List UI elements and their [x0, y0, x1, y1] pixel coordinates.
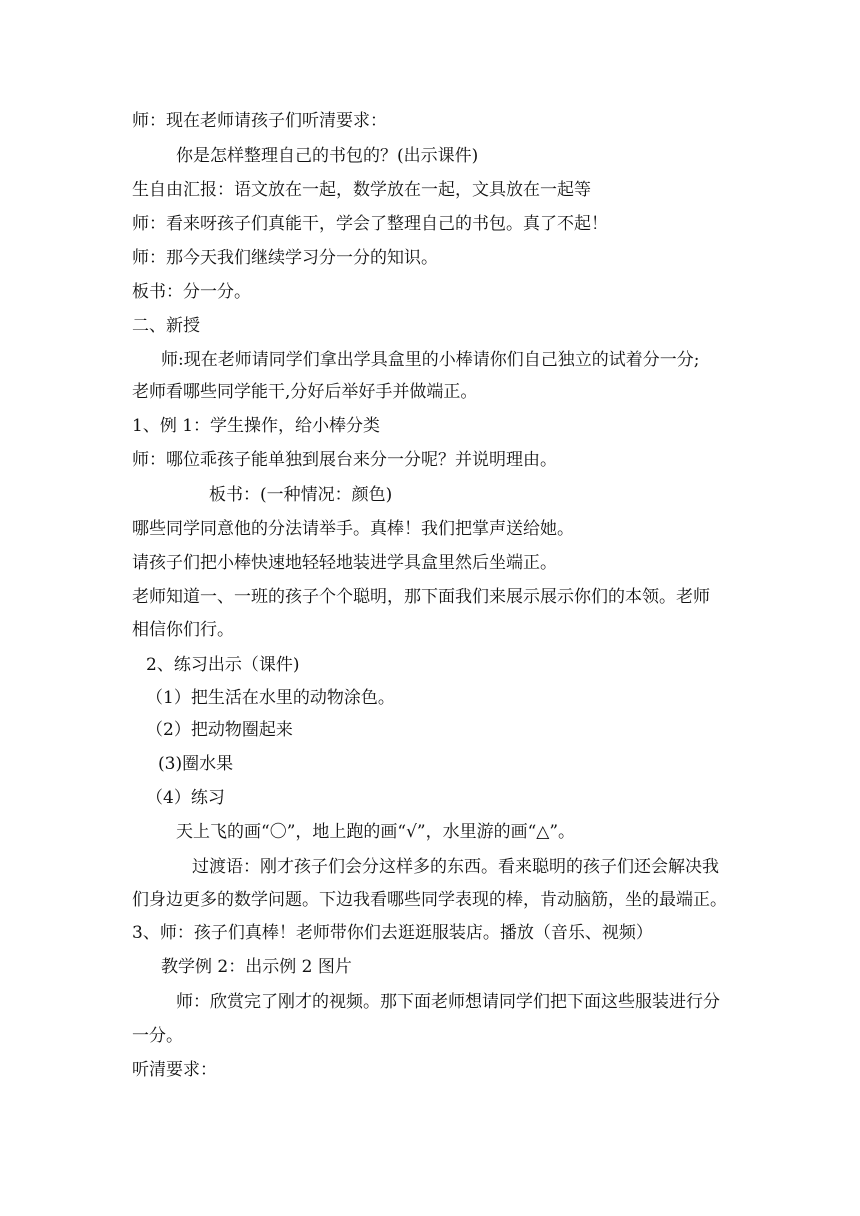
text-line: (3)圈水果: [158, 754, 234, 774]
text-line: 哪些同学同意他的分法请举手。真棒！我们把掌声送给她。: [132, 519, 574, 539]
text-line: 你是怎样整理自己的书包的？(出示课件): [176, 146, 479, 166]
text-line: 1、例 1：学生操作，给小棒分类: [132, 416, 381, 436]
text-line: 老师知道一、一班的孩子个个聪明，那下面我们来展示展示你们的本领。老师: [132, 587, 710, 607]
text-line: 相信你们行。: [132, 620, 234, 640]
text-line: 师：欣赏完了刚才的视频。那下面老师想请同学们把下面这些服装进行分: [176, 992, 720, 1012]
text-line: （2）把动物圈起来: [146, 720, 293, 740]
text-line: 教学例 2：出示例 2 图片: [161, 957, 352, 977]
text-line: 过渡语：刚才孩子们会分这样多的东西。看来聪明的孩子们还会解决我: [192, 857, 719, 877]
text-line: 师：哪位乖孩子能单独到展台来分一分呢？并说明理由。: [132, 450, 557, 470]
text-line: 2、练习出示（课件): [146, 655, 300, 675]
text-line: 师：那今天我们继续学习分一分的知识。: [132, 248, 438, 268]
text-line: 3、师：孩子们真棒！老师带你们去逛逛服装店。播放（音乐、视频）: [132, 923, 653, 943]
text-line: 们身边更多的数学问题。下边我看哪些同学表现的棒，肯动脑筋，坐的最端正。: [132, 890, 727, 910]
text-line: 天上飞的画“〇”，地上跑的画“√”，水里游的画“△”。: [176, 822, 576, 842]
text-line: 板书：(一种情况：颜色): [209, 485, 393, 505]
text-line: 师：现在老师请孩子们听清要求：: [132, 111, 387, 131]
text-line: 板书：分一分。: [132, 282, 251, 302]
text-line: 请孩子们把小棒快速地轻轻地装进学具盒里然后坐端正。: [132, 553, 557, 573]
text-line: （1）把生活在水里的动物涂色。: [146, 688, 395, 708]
text-line: 师：看来呀孩子们真能干，学会了整理自己的书包。真了不起！: [132, 214, 608, 234]
text-line: 一分。: [132, 1026, 183, 1046]
text-line: 生自由汇报：语文放在一起，数学放在一起，文具放在一起等: [132, 180, 591, 200]
section-heading: 二、新授: [132, 316, 200, 336]
text-line: 老师看哪些同学能干,分好后举好手并做端正。: [132, 382, 478, 402]
text-line: 听清要求：: [132, 1060, 217, 1080]
text-line: （4）练习: [146, 788, 225, 808]
text-line: 师:现在老师请同学们拿出学具盒里的小棒请你们自己独立的试着分一分;: [161, 350, 700, 370]
